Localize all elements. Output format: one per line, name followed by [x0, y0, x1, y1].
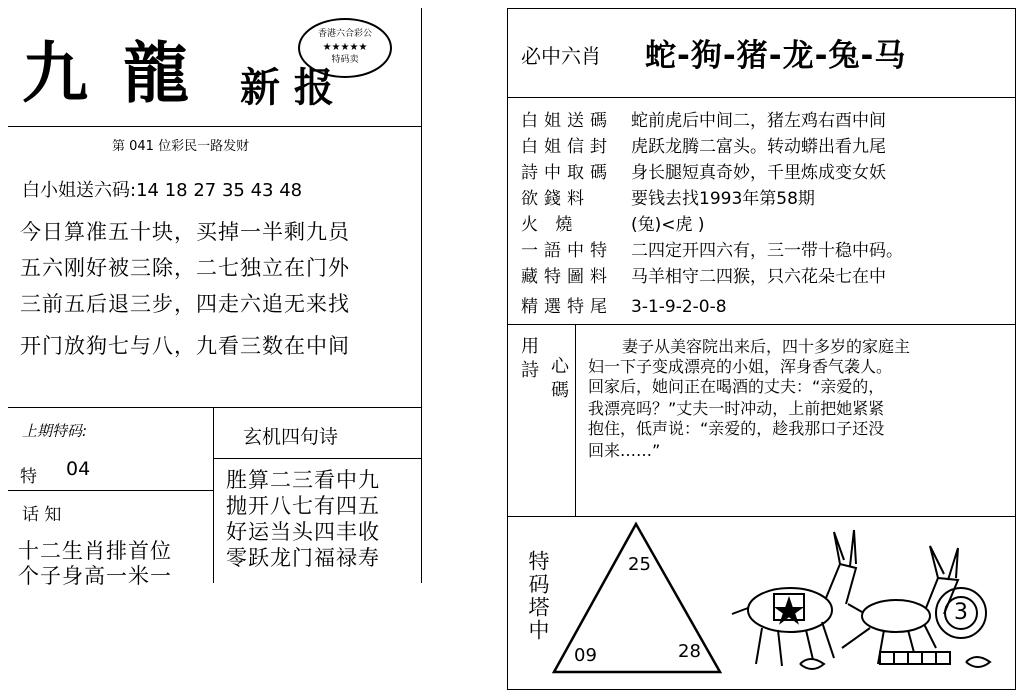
- mystery-line: 零跃龙门福禄寿: [226, 546, 380, 570]
- mystery-line: 好运当头四丰收: [226, 520, 380, 544]
- clue-text: 马羊相守二四猴，只六花朵七在中: [631, 267, 886, 287]
- clue-text: 蛇前虎后中间二，猪左鸡右酉中间: [631, 111, 886, 131]
- masthead-seal: [298, 18, 392, 78]
- masthead-title: 九 龍: [22, 34, 195, 112]
- clue-label: 火 燒: [521, 215, 579, 235]
- mystery-line: 抛开八七有四五: [226, 494, 380, 518]
- riddle-line: 十二生肖排首位: [18, 539, 172, 563]
- six-zodiac-value: 蛇-狗-猪-龙-兔-马: [645, 38, 907, 74]
- story-line: 妇一下子变成漂亮的小姐，浑身香气袭人。: [588, 357, 893, 376]
- clue-label: 欲錢料: [521, 189, 590, 209]
- mystery-line: 胜算二三看中九: [226, 468, 380, 492]
- clue-row: [521, 210, 705, 235]
- number-badge: [935, 587, 987, 639]
- heart-label-b: 心碼: [548, 356, 569, 404]
- clue-text: (兔)<虎 ): [631, 215, 705, 235]
- clue-text: 要钱去找1993年第58期: [631, 189, 815, 209]
- tower-label: 特码塔中: [526, 550, 550, 642]
- clue-row: [521, 292, 727, 317]
- seal-bottom-text: 特码卖: [331, 55, 359, 65]
- poem-line: 开门放狗七与八，九看三数在中间: [20, 334, 350, 358]
- clue-row: [521, 236, 903, 261]
- story-line: 妻子从美容院出来后，四十多岁的家庭主: [622, 337, 911, 356]
- riddle-line: 个子身高一米一: [18, 564, 172, 588]
- clue-label: 詩中取碼: [521, 163, 613, 183]
- heart-label-a: 用詩: [518, 336, 539, 384]
- clue-text: 二四定开四六有，三一带十稳中码。: [631, 241, 903, 261]
- tower-left-number: 09: [574, 645, 597, 666]
- tower-top-number: 25: [628, 554, 651, 575]
- clue-row: [521, 158, 886, 183]
- six-numbers: 白小姐送六码:14 18 27 35 43 48: [22, 180, 303, 201]
- special-label: 特: [20, 467, 37, 487]
- masthead-subtitle: 新 报: [240, 64, 334, 111]
- clue-label: 精選特尾: [521, 297, 613, 317]
- clue-label: 藏特圖料: [521, 267, 613, 287]
- six-zodiac-label: 必中六肖: [521, 44, 601, 68]
- clue-row: [521, 184, 815, 209]
- issue-line: 第 041 位彩民一路发财: [112, 139, 250, 154]
- clue-row: [521, 132, 886, 157]
- poem-line: 三前五后退三步，四走六追无来找: [20, 292, 350, 316]
- story-line: 回家后，她问正在喝酒的丈夫：“亲爱的，: [588, 377, 885, 396]
- clue-label: 一語中特: [521, 241, 613, 261]
- clue-row: [521, 262, 886, 287]
- story-line: 我漂亮吗？”丈夫一时冲动，上前把她紧紧: [588, 399, 885, 418]
- clue-text: 虎跃龙腾二富头。转动蟒出看九尾: [631, 137, 886, 157]
- story-line: 抱住，低声说：“亲爱的，趁我那口子还没: [588, 419, 885, 438]
- riddle-label: 话 知: [22, 505, 62, 525]
- poem-line: 五六刚好被三除，二七独立在门外: [20, 256, 350, 280]
- story-line: 回来……”: [588, 441, 661, 460]
- last-special-label: 上期特码:: [22, 422, 88, 440]
- special-value: 04: [66, 458, 91, 480]
- clue-text: 身长腿短真奇妙，千里炼成变女妖: [631, 163, 886, 183]
- seal-top-text: 香港六合彩公: [317, 29, 372, 39]
- mystery-title: 玄机四句诗: [243, 426, 339, 448]
- clue-row: [521, 106, 886, 131]
- clue-text: 3-1-9-2-0-8: [631, 297, 727, 317]
- seal-stars: ★★★★★: [322, 42, 368, 53]
- tower-right-number: 28: [678, 641, 701, 662]
- poem-line: 今日算准五十块，买掉一半剩九员: [20, 220, 350, 244]
- clue-label: 白姐送碼: [521, 111, 613, 131]
- clue-label: 白姐信封: [521, 137, 613, 157]
- badge-number: 3: [954, 600, 968, 625]
